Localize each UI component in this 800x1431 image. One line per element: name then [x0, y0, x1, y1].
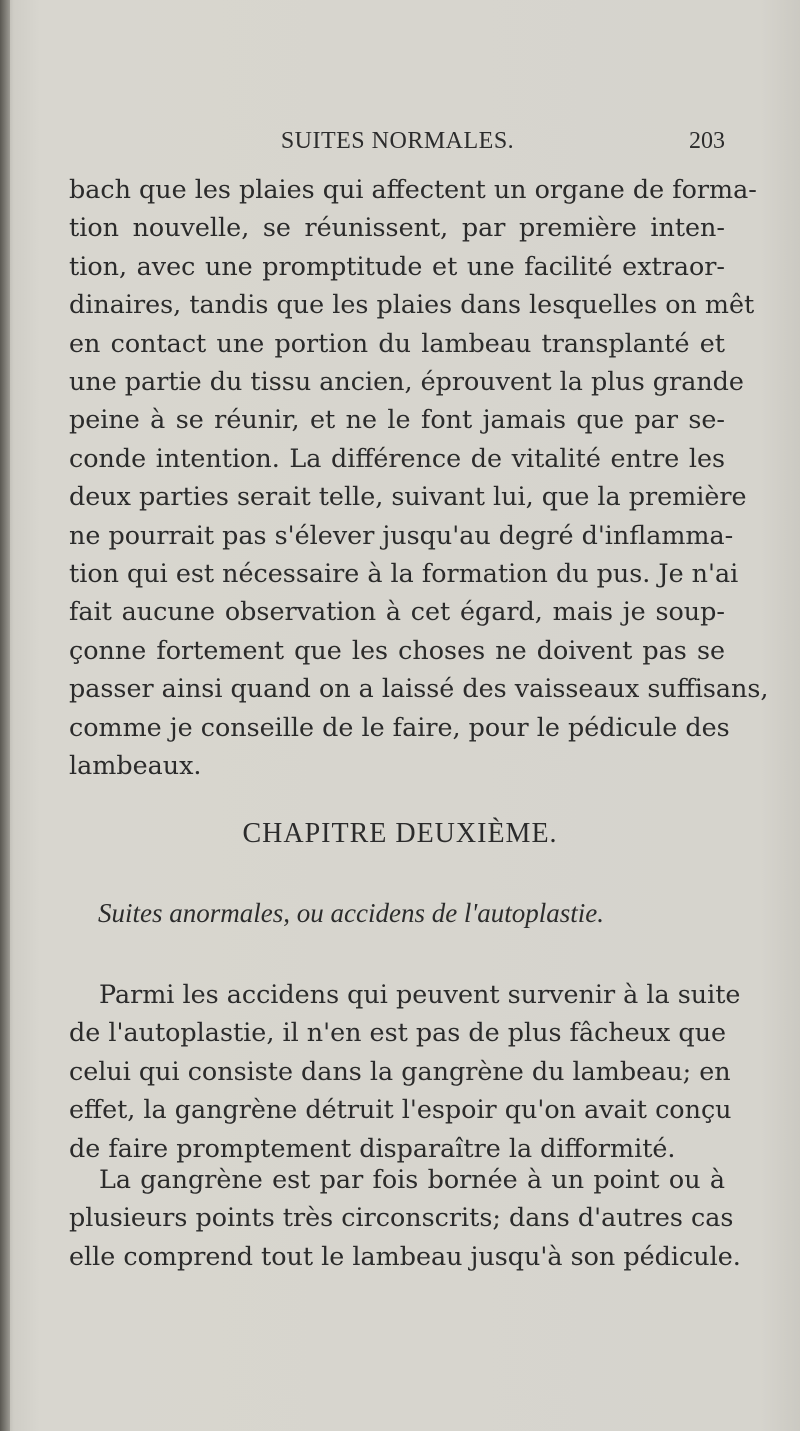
paragraph-3 — [69, 1160, 741, 1275]
chapter-subtitle: Suites anormales, ou accidens de l'autoplastie. — [98, 898, 604, 928]
text-line: tion nouvelle, se réunissent, par première inten- — [69, 212, 725, 243]
text-line: çonne fortement que les choses ne doivent pas se — [69, 634, 725, 665]
text-line: Parmi les accidens qui peuvent survenir à la suite — [99, 979, 741, 1009]
text-line: passer ainsi quand on a laissé des vaisseaux suffisans, — [69, 673, 769, 704]
page-header — [70, 128, 725, 162]
text-line: de l'autoplastie, il n'en est pas de plus fâcheux que — [69, 1017, 727, 1048]
running-head: SUITES NORMALES. — [280, 128, 515, 154]
text-line: celui qui consiste dans la gangrène du lambeau; en — [69, 1055, 731, 1086]
text-line: comme je conseille de le faire, pour le pédicule des — [69, 711, 730, 742]
text-line: une partie du tissu ancien, éprouvent la plus grande — [69, 366, 744, 397]
text-line: lambeaux. — [69, 750, 202, 781]
text-line: fait aucune observation à cet égard, mais je soup- — [69, 596, 725, 627]
text-line: conde intention. La différence de vitalité entre les — [69, 442, 725, 473]
page-number: 203 — [689, 128, 725, 154]
text-line: de faire promptement disparaître la difformité. — [69, 1132, 676, 1163]
chapter-title: CHAPITRE DEUXIÈME. — [242, 818, 558, 849]
text-line: La gangrène est par fois bornée à un point ou à — [99, 1164, 725, 1194]
text-line: en contact une portion du lambeau transplanté et — [69, 327, 725, 358]
paragraph-2 — [69, 975, 741, 1167]
text-line: tion qui est nécessaire à la formation du pus. Je n'ai — [69, 558, 739, 589]
text-line: plusieurs points très circonscrits; dans d'autres cas — [69, 1202, 734, 1233]
text-line: peine à se réunir, et ne le font jamais que par se- — [69, 404, 725, 435]
text-line: effet, la gangrène détruit l'espoir qu'on avait conçu — [69, 1094, 732, 1125]
page-binding-edge — [0, 0, 10, 1431]
text-line: tion, avec une promptitude et une facilité extraor- — [69, 250, 725, 281]
paragraph-1 — [69, 170, 769, 785]
text-line: ne pourrait pas s'élever jusqu'au degré d'inflamma- — [69, 519, 734, 550]
text-line: dinaires, tandis que les plaies dans lesquelles on mêt — [69, 289, 755, 320]
text-line: bach que les plaies qui affectent un organe de forma- — [69, 174, 757, 204]
text-line: elle comprend tout le lambeau jusqu'à son pédicule. — [69, 1240, 741, 1271]
text-line: deux parties serait telle, suivant lui, que la première — [69, 481, 747, 512]
